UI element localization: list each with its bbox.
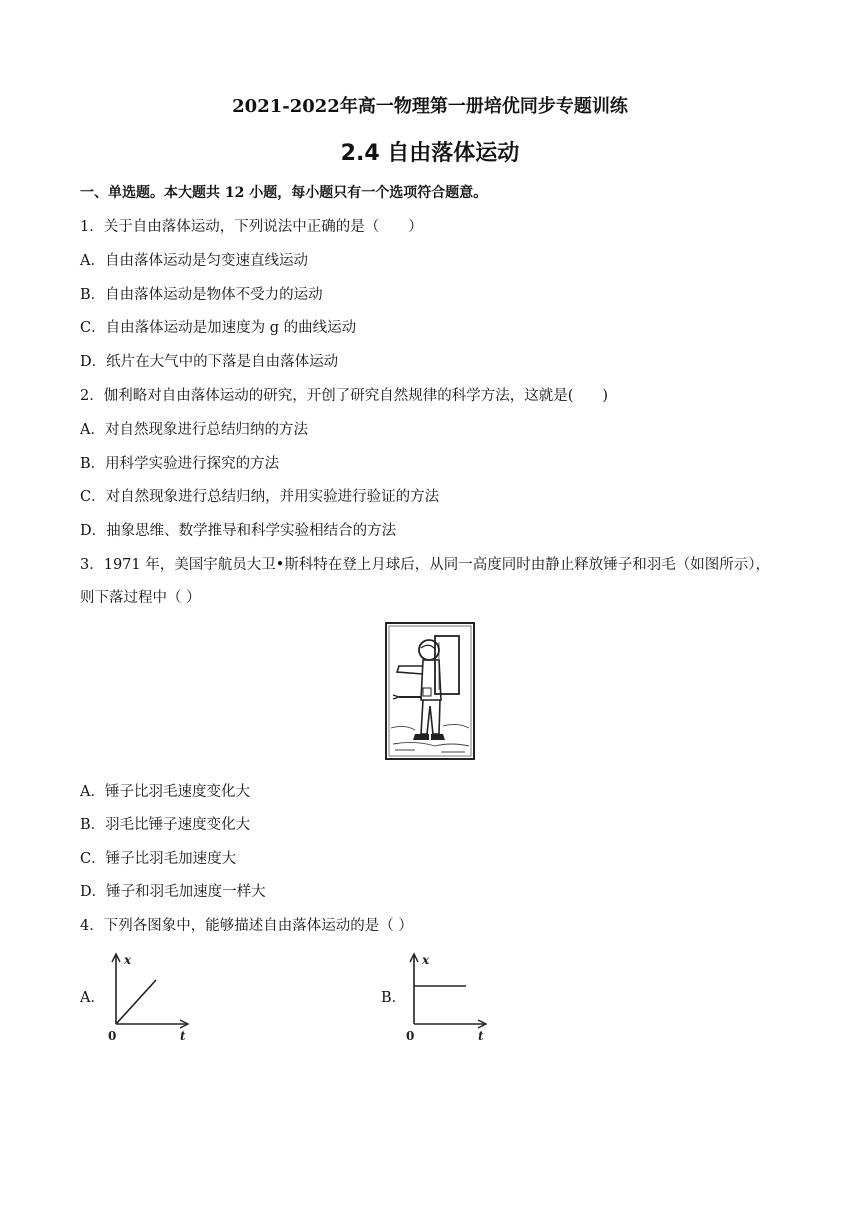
question-4-stem: 4．下列各图象中，能够描述自由落体运动的是（ ） bbox=[80, 918, 413, 934]
question-1-option-a: A．自由落体运动是匀变速直线运动 bbox=[80, 253, 308, 269]
section-heading: 一、单选题。本大题共 12 小题，每小题只有一个选项符合题意。 bbox=[80, 185, 488, 201]
question-2-option-d: D．抽象思维、数学推导和科学实验相结合的方法 bbox=[80, 523, 397, 539]
question-3-option-a: A．锤子比羽毛速度变化大 bbox=[80, 784, 250, 800]
question-3-option-c: C．锤子比羽毛加速度大 bbox=[80, 851, 237, 867]
question-3-stem-line1: 3．1971 年，美国宇航员大卫•斯科特在登上月球后，从同一高度同时由静止释放锤子和羽毛（如图所示）， bbox=[80, 557, 771, 573]
question-1-option-d: D．纸片在大气中的下落是自由落体运动 bbox=[80, 354, 339, 370]
graph-a-label: A． bbox=[80, 990, 105, 1006]
graph-b-label: B． bbox=[381, 990, 407, 1006]
question-1-option-b: B．自由落体运动是物体不受力的运动 bbox=[80, 287, 323, 303]
graph-b-x-axis-label: t bbox=[478, 1029, 484, 1043]
graph-b-origin-label: 0 bbox=[406, 1029, 415, 1043]
question-3-option-d: D．锤子和羽毛加速度一样大 bbox=[80, 884, 266, 900]
graph-a-x-axis-label: t bbox=[180, 1029, 186, 1043]
astronaut-figure-image bbox=[385, 622, 475, 760]
page-title: 2.4 自由落体运动 bbox=[340, 141, 520, 166]
graph-b-y-axis-label: x bbox=[422, 953, 430, 967]
question-2-option-a: A．对自然现象进行总结归纳的方法 bbox=[80, 422, 308, 438]
question-3-option-b: B．羽毛比锤子速度变化大 bbox=[80, 817, 251, 833]
question-2-stem: 2．伽利略对自由落体运动的研究，开创了研究自然规律的科学方法，这就是( ) bbox=[80, 388, 609, 404]
graph-a-x-t-linear bbox=[104, 950, 196, 1044]
graph-b-x-t-constant bbox=[402, 950, 494, 1044]
graph-a-origin-label: 0 bbox=[108, 1029, 117, 1043]
question-2-option-c: C．对自然现象进行总结归纳，并用实验进行验证的方法 bbox=[80, 489, 440, 505]
document-header: 2021-2022年高一物理第一册培优同步专题训练 bbox=[232, 96, 628, 117]
question-3-stem-line2: 则下落过程中（ ） bbox=[80, 590, 201, 606]
question-1-stem: 1．关于自由落体运动，下列说法中正确的是（ ） bbox=[80, 219, 423, 235]
graph-a-y-axis-label: x bbox=[124, 953, 132, 967]
question-2-option-b: B．用科学实验进行探究的方法 bbox=[80, 456, 280, 472]
question-1-option-c: C．自由落体运动是加速度为 g 的曲线运动 bbox=[80, 320, 357, 336]
